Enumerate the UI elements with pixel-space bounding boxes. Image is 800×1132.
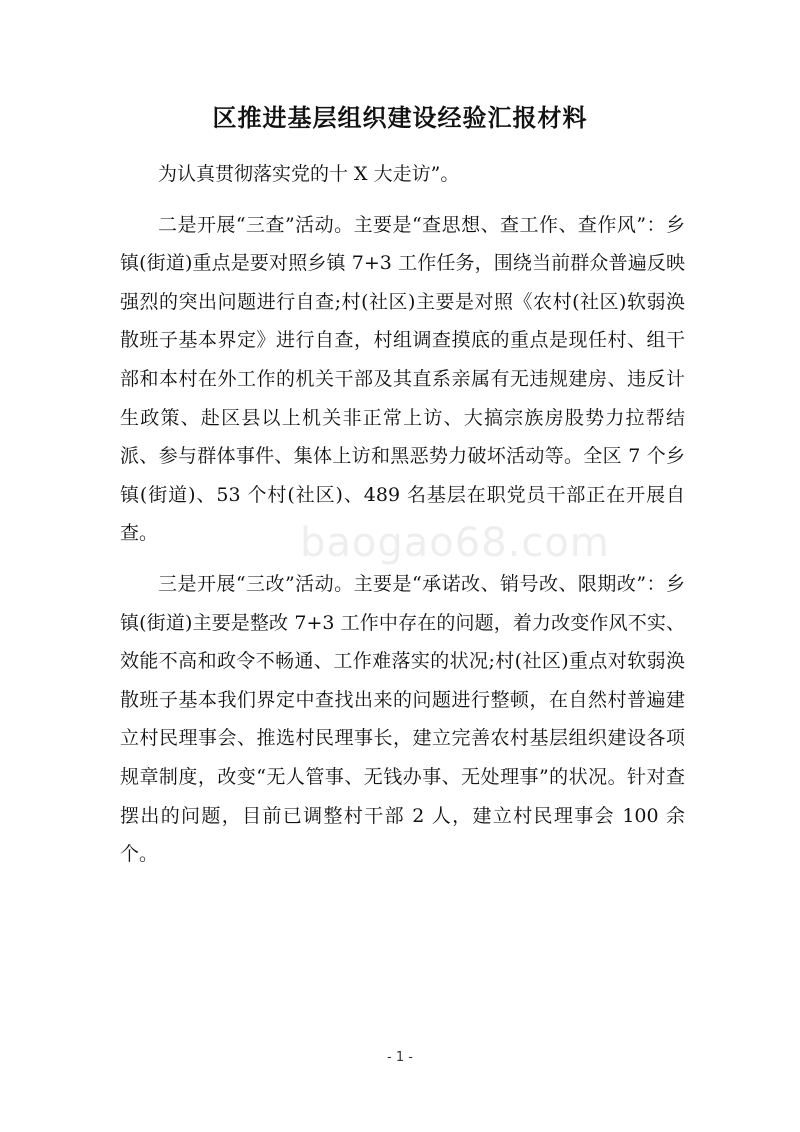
document-title: 区推进基层组织建设经验汇报材料	[212, 103, 588, 132]
paragraph-three-checks: 二是开展“三查”活动。主要是“查思想、查工作、查作风”：乡镇(街道)重点是要对照乡镇 7+3 工作任务，围绕当前群众普遍反映强烈的突出问题进行自查;村(社区)主要是对照《农村(社区)软弱涣散班子基本界定》进行自查，村组调查摸底的重点是现任村、组干部和本村在外工作的机关干部及其直系亲属有无违规建房、违反计生政策、赴区县以上机关非正常上访、大搞宗族房股势力拉帮结派、参与群体事件、集体上访和黑恶势力破坏活动等。全区 7 个乡镇(街道)、53 个村(社区)、489 名基层在职党员干部正在开展自查。	[120, 213, 685, 545]
page-number: - 1 -	[387, 1050, 413, 1065]
paragraph-three-reforms: 三是开展“三改”活动。主要是“承诺改、销号改、限期改”：乡镇(街道)主要是整改 7+3 工作中存在的问题，着力改变作风不实、效能不高和政令不畅通、工作难落实的状况;村(社区)重点对软弱涣散班子基本我们界定中查找出来的问题进行整顿，在自然村普遍建立村民理事会、推选村民理事长，建立完善农村基层组织建设各项规章制度，改变“无人管事、无钱办事、无处理事”的状况。针对查摆出的问题，目前已调整村干部 2 人，建立村民理事会 100 余个。	[120, 572, 685, 866]
watermark: baogao68.com	[300, 520, 610, 566]
paragraph-intro: 为认真贯彻落实党的十 X 大走访”。	[158, 163, 460, 185]
document-body	[120, 155, 685, 886]
